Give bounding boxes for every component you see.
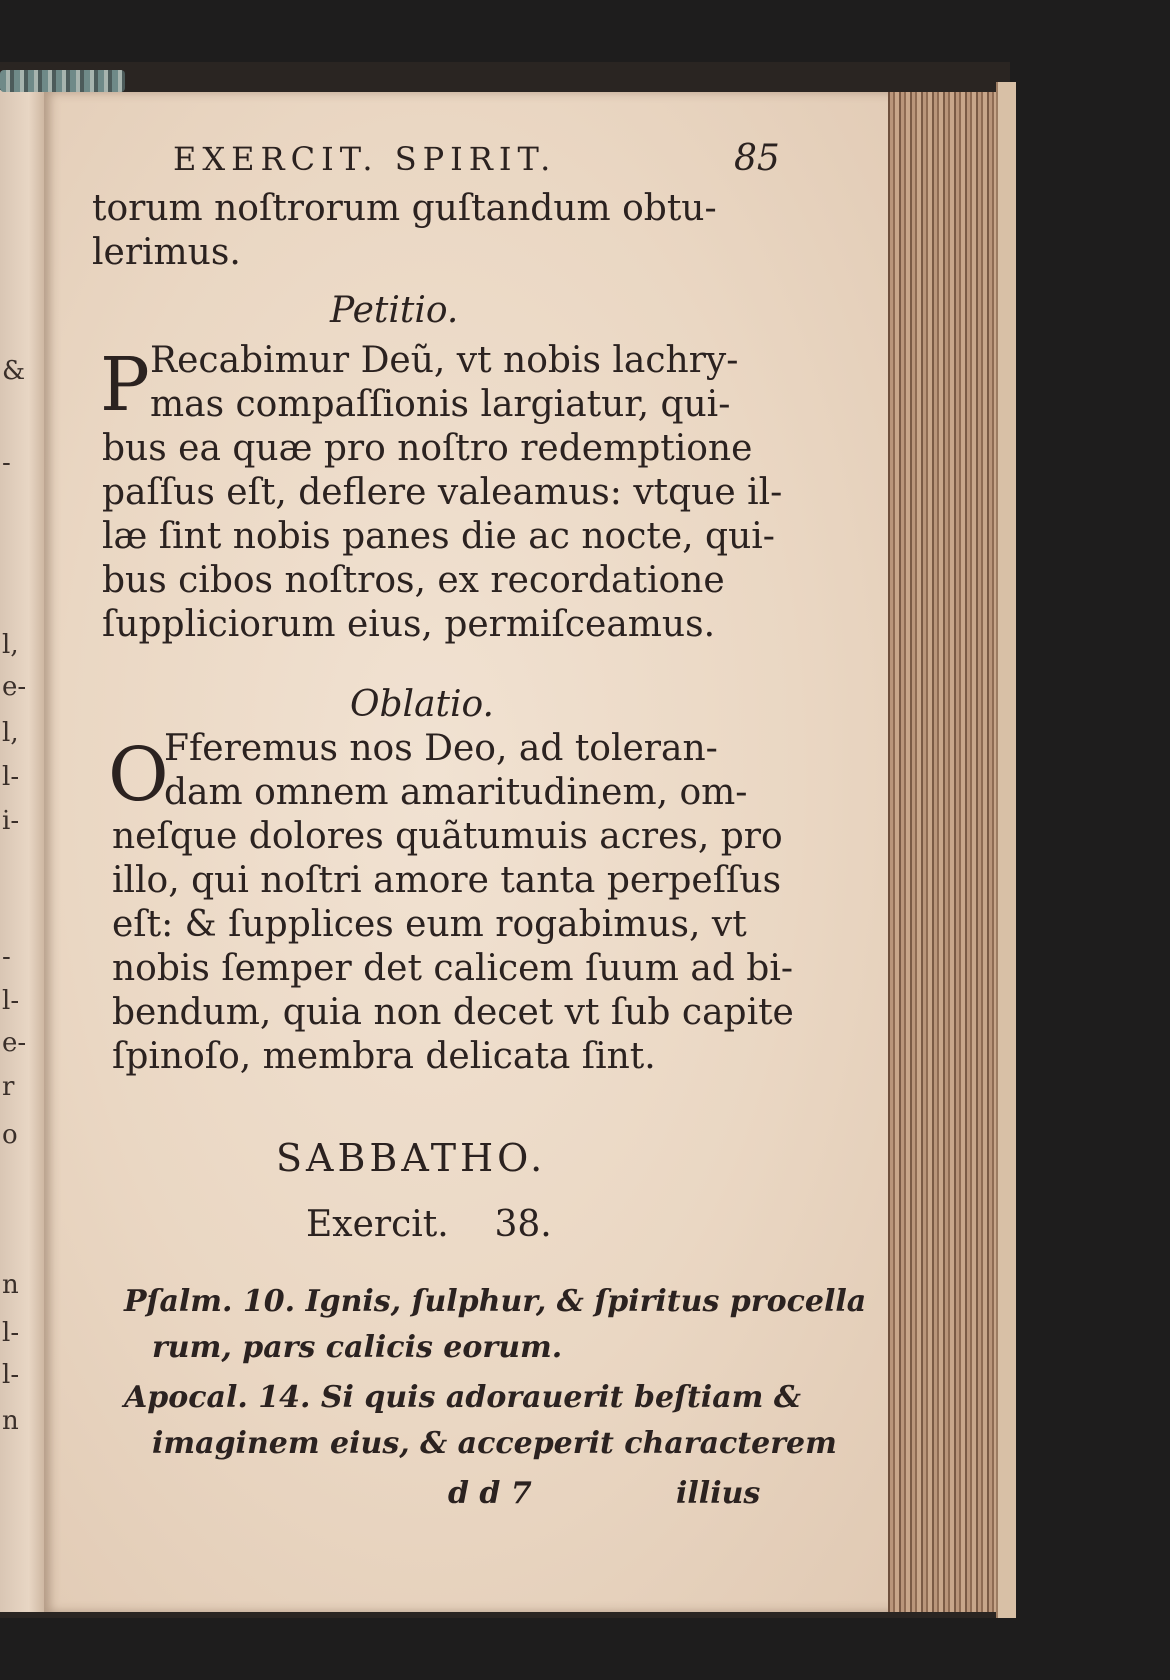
drop-cap: P [100,342,150,428]
left-page-fragment: l, [2,718,19,748]
text-line: Fferemus nos Deo, ad toleran- [164,728,718,769]
section-heading-oblatio: Oblatio. [350,684,494,725]
text-line: ſuppliciorum eius, permiſceamus. [102,604,716,645]
section-heading-petitio: Petitio. [330,290,459,331]
citation-line: Pſalm. 10. Ignis, ſulphur, & ſpiritus procella [124,1284,867,1319]
left-page-fragment: r [2,1072,15,1102]
text-line: bus ea quæ pro noſtro redemptione [102,428,753,469]
left-page-fragment: - [2,448,11,478]
left-page-edge [0,90,50,1612]
text-line: bendum, quia non decet vt ſub capite [112,992,794,1033]
page-number: 85 [734,138,780,179]
text-line: læ ſint nobis panes die ac nocte, qui- [102,516,775,557]
left-page-fragment: l- [2,1360,20,1390]
left-page-fragment: n [2,1270,19,1300]
text-line: illo, qui noſtri amore tanta perpeſſus [112,860,782,901]
running-head: EXERCIT. SPIRIT. [173,140,557,178]
left-page-fragment: - [2,942,11,972]
text-line: eſt: & ſupplices eum rogabimus, vt [112,904,747,945]
left-page-fragment: o [2,1120,18,1150]
text-line: dam omnem amaritudinem, om- [164,772,748,813]
text-line: torum noſtrorum guſtandum obtu- [92,188,717,229]
text-line: Recabimur Deũ, vt nobis lachry- [150,340,739,381]
left-page-fragment: e- [2,672,27,702]
citation-line: rum, pars calicis eorum. [152,1330,563,1365]
left-page-fragment: & [2,356,26,386]
citation-line: imaginem eius, & acceperit characterem [152,1426,837,1461]
left-page-fragment: l- [2,1318,20,1348]
text-line: nobis ſemper det calicem ſuum ad bi- [112,948,794,989]
left-page-fragment: l, [2,630,19,660]
catchword: illius [676,1476,761,1511]
left-page-fragment: e- [2,1028,27,1058]
left-page-fragment: l- [2,762,20,792]
cover-edge [996,82,1016,1618]
citation-line: Apocal. 14. Si quis adorauerit beſtiam & [124,1380,801,1415]
text-line: paſſus eſt, deflere valeamus: vtque il- [102,472,783,513]
headband [0,70,125,92]
left-page-fragment: i- [2,806,20,836]
section-title-sabbatho: SABBATHO. [276,1136,547,1180]
text-line: mas compaſſionis largiatur, qui- [150,384,731,425]
left-page-fragment: l- [2,986,20,1016]
text-line: bus cibos noſtros, ex recordatione [102,560,725,601]
text-line: neſque dolores quãtumuis acres, pro [112,816,783,857]
signature-mark: d d 7 [448,1476,532,1511]
text-line: ſpinoſo, membra delicata ſint. [112,1036,656,1077]
left-page-fragment: n [2,1406,19,1436]
exercise-number: Exercit. 38. [306,1204,552,1245]
drop-cap: O [108,732,169,818]
text-line: lerimus. [92,232,241,273]
